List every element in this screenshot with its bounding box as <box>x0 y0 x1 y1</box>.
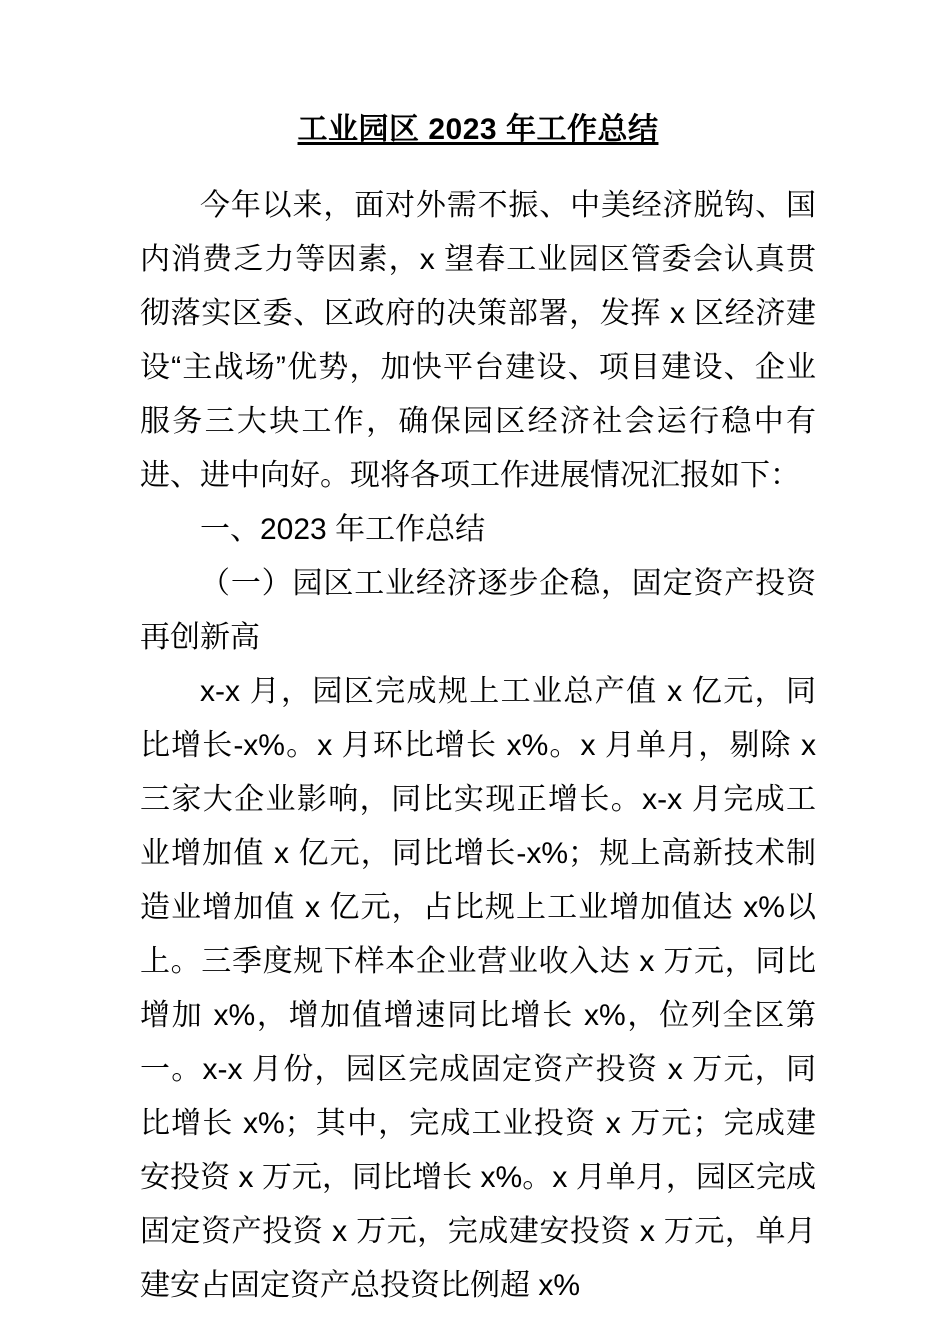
section-heading-1: 一、2023 年工作总结 <box>200 513 486 546</box>
intro-paragraph: 今年以来，面对外需不振、中美经济脱钩、国内消费乏力等因素，x 望春工业园区管委会认真贯彻落实区委、区政府的决策部署，发挥 x 区经济建设“主战场”优势，加快平台建设、项目建设、企业服务三大块工作，确保园区经济社会运行稳中有进、进中向好。现将各项工作进展情况汇报如下： <box>140 189 816 492</box>
body-paragraph-1: x-x 月，园区完成规上工业总产值 x 亿元，同比增长-x%。x 月环比增长 x%。x 月单月，剔除 x 三家大企业影响，同比实现正增长。x-x 月完成工业增加值 x 亿元，同比增长-x%；规上高新技术制造业增加值 x 亿元，占比规上工业增加值达 x%以上。三季度规下样本企业营业收入达 x 万元，同比增加 x%，增加值增速同比增长 x%，位列全区第一。x-x 月份，园区完成固定资产投资 x 万元，同比增长 x%；其中，完成工业投资 x 万元；完成建安投资 x 万元，同比增长 x%。x 月单月，园区完成固定资产投资 x 万元，完成建安投资 x 万元，单月建安占固定资产总投资比例超 x% <box>140 675 816 1302</box>
document-body <box>140 103 816 1313</box>
subsection-heading-1: （一）园区工业经济逐步企稳，固定资产投资再创新高 <box>140 567 816 654</box>
document-title: 工业园区 2023 年工作总结 <box>297 113 659 146</box>
